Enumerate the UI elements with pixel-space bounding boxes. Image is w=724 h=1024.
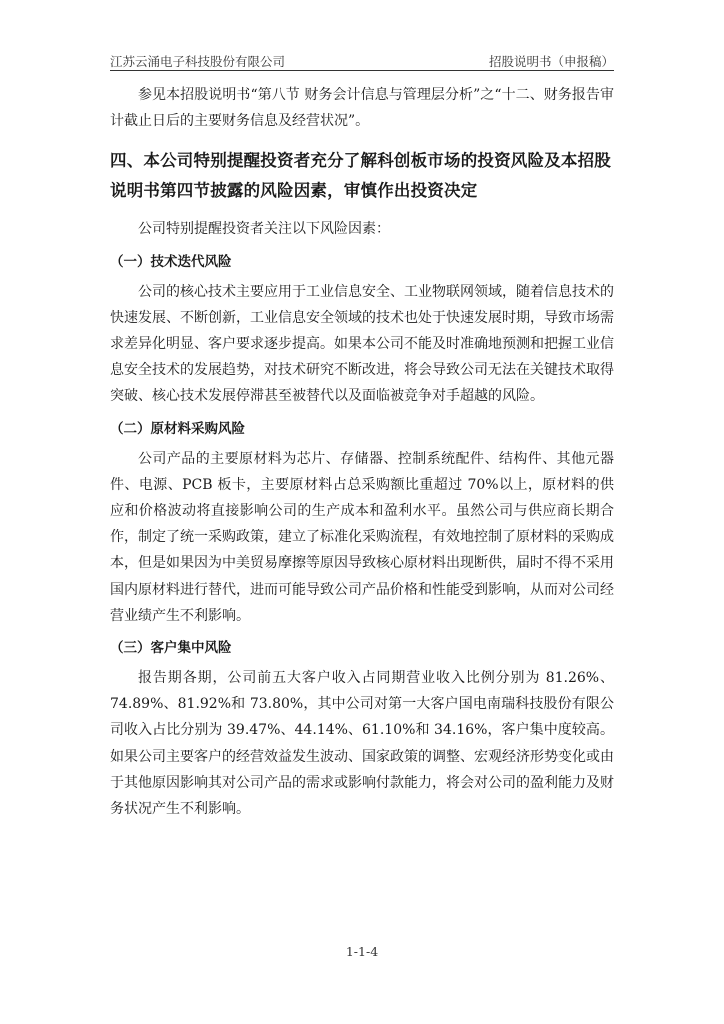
risk-heading-raw-material: （二）原材料采购风险	[110, 420, 245, 437]
risk-body-customer-concentration: 报告期各期，公司前五大客户收入占同期营业收入比例分别为 81.26%、74.89%、81.92%和 73.80%，其中公司对第一大客户国电南瑞科技股份有限公司收入占比分别为 39.47%、44.14%、61.10%和 34.16%，客户集中度较高。如果公司主要客户的经营效益发生波动、国家政策的调整、宏观经济形势变化或由于其他原因影响其对公司产品的需求或影响付款能力，将会对公司的盈利能力及财务状况产生不利影响。	[110, 670, 614, 818]
page-header	[110, 50, 614, 71]
risk-body-tech-iteration: 公司的核心技术主要应用于工业信息安全、工业物联网领域，随着信息技术的快速发展、不断创新，工业信息安全领域的技术也处于快速发展时期，导致市场需求差异化明显、客户要求逐步提高。如果本公司不能及时准确地预测和把握工业信息安全技术的发展趋势，对技术研究不断改进，将会导致公司无法在关键技术取得突破、核心技术发展停滞甚至被替代以及面临被竞争对手超越的风险。	[110, 283, 614, 405]
intro-paragraph: 参见本招股说明书“第八节 财务会计信息与管理层分析”之“十二、财务报告审计截止日后的主要财务信息及经营状况”。	[110, 87, 614, 130]
risk-heading-tech-iteration: （一）技术迭代风险	[110, 253, 232, 270]
section-title: 四、本公司特别提醒投资者充分了解科创板市场的投资风险及本招股说明书第四节披露的风险因素，审慎作出投资决定	[110, 151, 611, 201]
risk-heading-customer-concentration: （三）客户集中风险	[110, 640, 232, 657]
header-company-name: 江苏云涌电子科技股份有限公司	[110, 54, 286, 69]
page-number: 1-1-4	[345, 944, 379, 959]
section-lead: 公司特别提醒投资者关注以下风险因素：	[138, 221, 390, 238]
page-body	[110, 82, 614, 822]
header-document-type: 招股说明书（申报稿）	[488, 54, 614, 69]
risk-body-raw-material: 公司产品的主要原材料为芯片、存储器、控制系统配件、结构件、其他元器件、电源、PCB 板卡，主要原材料占总采购额比重超过 70%以上，原材料的供应和价格波动将直接影响公司的生产成本和盈利水平。虽然公司与供应商长期合作，制定了统一采购政策，建立了标准化采购流程，有效地控制了原材料的采购成本，但是如果因为中美贸易摩擦等原因导致核心原材料出现断供，届时不得不采用国内原材料进行替代，进而可能导致公司产品价格和性能受到影响，从而对公司经营业绩产生不利影响。	[110, 450, 614, 624]
